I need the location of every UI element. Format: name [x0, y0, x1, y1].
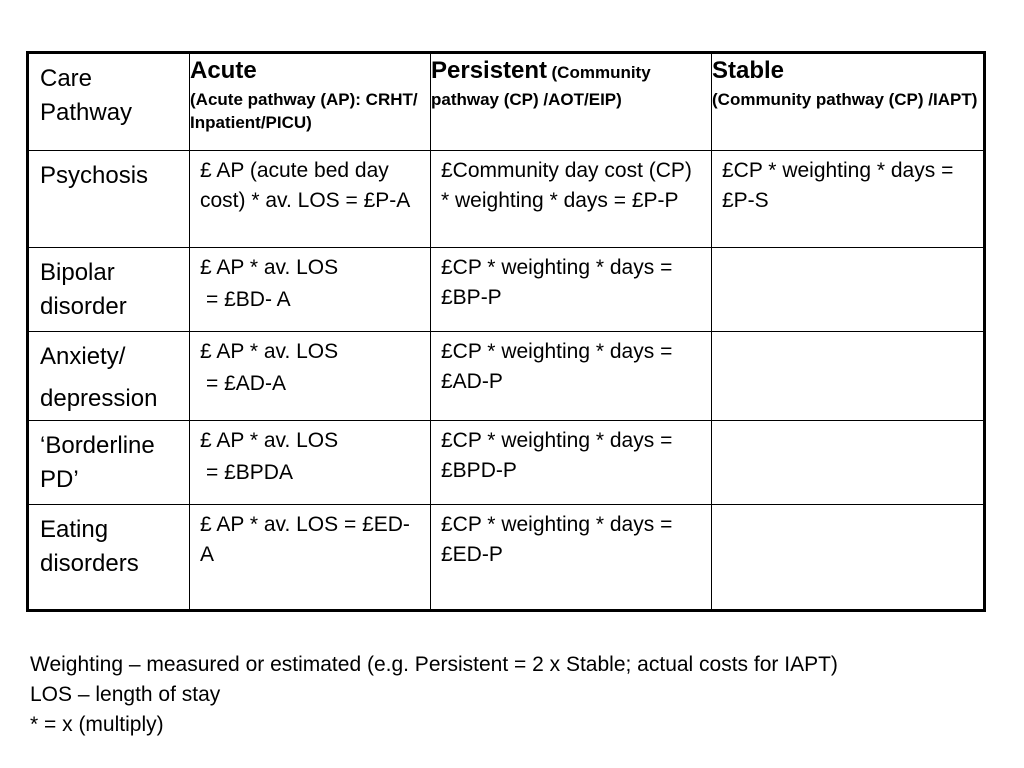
pathway-label	[29, 332, 189, 420]
pathway-label: Eating disorders	[40, 516, 139, 577]
persistent-cell	[431, 332, 712, 421]
acute-result: = £AD-A	[206, 372, 286, 395]
acute-cell	[190, 151, 431, 248]
header-persistent-title: Persistent	[431, 57, 548, 84]
header-persistent	[431, 53, 712, 151]
persistent-cell	[431, 505, 712, 611]
table-row-bipolar	[28, 248, 985, 332]
header-care-pathway	[28, 53, 190, 151]
acute-result: = £BD- A	[206, 288, 291, 311]
stable-formula	[712, 505, 983, 510]
pathway-label-line2: depression	[40, 385, 158, 412]
table-row-psychosis	[28, 151, 985, 248]
persistent-cell	[431, 151, 712, 248]
pathway-cell	[28, 421, 190, 505]
table-header-row	[28, 53, 985, 151]
pathway-label-line1: Anxiety/	[40, 343, 126, 370]
acute-formula: £ AP (acute bed day cost) * av. LOS = £P-A	[200, 159, 411, 212]
stable-cell	[712, 151, 985, 248]
footnote-los: LOS – length of stay	[30, 683, 221, 706]
pathway-cell	[28, 151, 190, 248]
persistent-formula: £CP * weighting * days = £BPD-P	[441, 429, 673, 482]
pathway-cell	[28, 505, 190, 611]
pathway-label: ‘Borderline PD’	[40, 432, 155, 493]
header-persistent-subtitle: (Community pathway (CP) /AOT/EIP)	[431, 63, 651, 109]
care-pathway-cost-table	[26, 51, 986, 612]
pathway-cell	[28, 248, 190, 332]
header-stable-subtitle: (Community pathway (CP) /IAPT)	[712, 90, 978, 109]
footnote-weighting: Weighting – measured or estimated (e.g. Persistent = 2 x Stable; actual costs for IAPT)	[30, 653, 838, 676]
stable-formula	[712, 248, 983, 253]
acute-cell	[190, 421, 431, 505]
header-care-pathway-label: Care Pathway	[40, 65, 133, 126]
stable-formula	[712, 421, 983, 426]
header-acute-title: Acute	[190, 57, 257, 84]
acute-cell	[190, 248, 431, 332]
persistent-cell	[431, 421, 712, 505]
acute-formula: £ AP * av. LOS	[200, 256, 339, 279]
persistent-formula: £CP * weighting * days = £AD-P	[441, 340, 673, 393]
persistent-cell	[431, 248, 712, 332]
acute-result: = £BPDA	[206, 461, 293, 484]
stable-formula: £CP * weighting * days = £P-S	[722, 159, 954, 212]
persistent-formula: £CP * weighting * days = £BP-P	[441, 256, 673, 309]
table-row-anxiety-depression	[28, 332, 985, 421]
acute-formula: £ AP * av. LOS	[200, 340, 339, 363]
pathway-cell	[28, 332, 190, 421]
pathway-label: Bipolar disorder	[40, 259, 127, 320]
header-acute-subtitle: (Acute pathway (AP): CRHT/ Inpatient/PICU)	[190, 90, 418, 132]
footnotes	[30, 650, 838, 740]
table-row-borderline-pd	[28, 421, 985, 505]
header-stable	[712, 53, 985, 151]
table-row-eating-disorders	[28, 505, 985, 611]
header-acute	[190, 53, 431, 151]
footnote-multiply: * = x (multiply)	[30, 713, 164, 736]
stable-cell	[712, 421, 985, 505]
acute-cell	[190, 505, 431, 611]
acute-formula: £ AP * av. LOS	[200, 429, 339, 452]
persistent-formula: £CP * weighting * days = £ED-P	[441, 513, 673, 566]
header-stable-title: Stable	[712, 57, 785, 84]
persistent-formula: £Community day cost (CP) * weighting * days = £P-P	[441, 159, 692, 212]
stable-cell	[712, 332, 985, 421]
acute-cell	[190, 332, 431, 421]
stable-cell	[712, 505, 985, 611]
stable-formula	[712, 332, 983, 337]
acute-formula: £ AP * av. LOS = £ED-A	[200, 513, 410, 566]
pathway-label: Psychosis	[40, 162, 149, 189]
stable-cell	[712, 248, 985, 332]
